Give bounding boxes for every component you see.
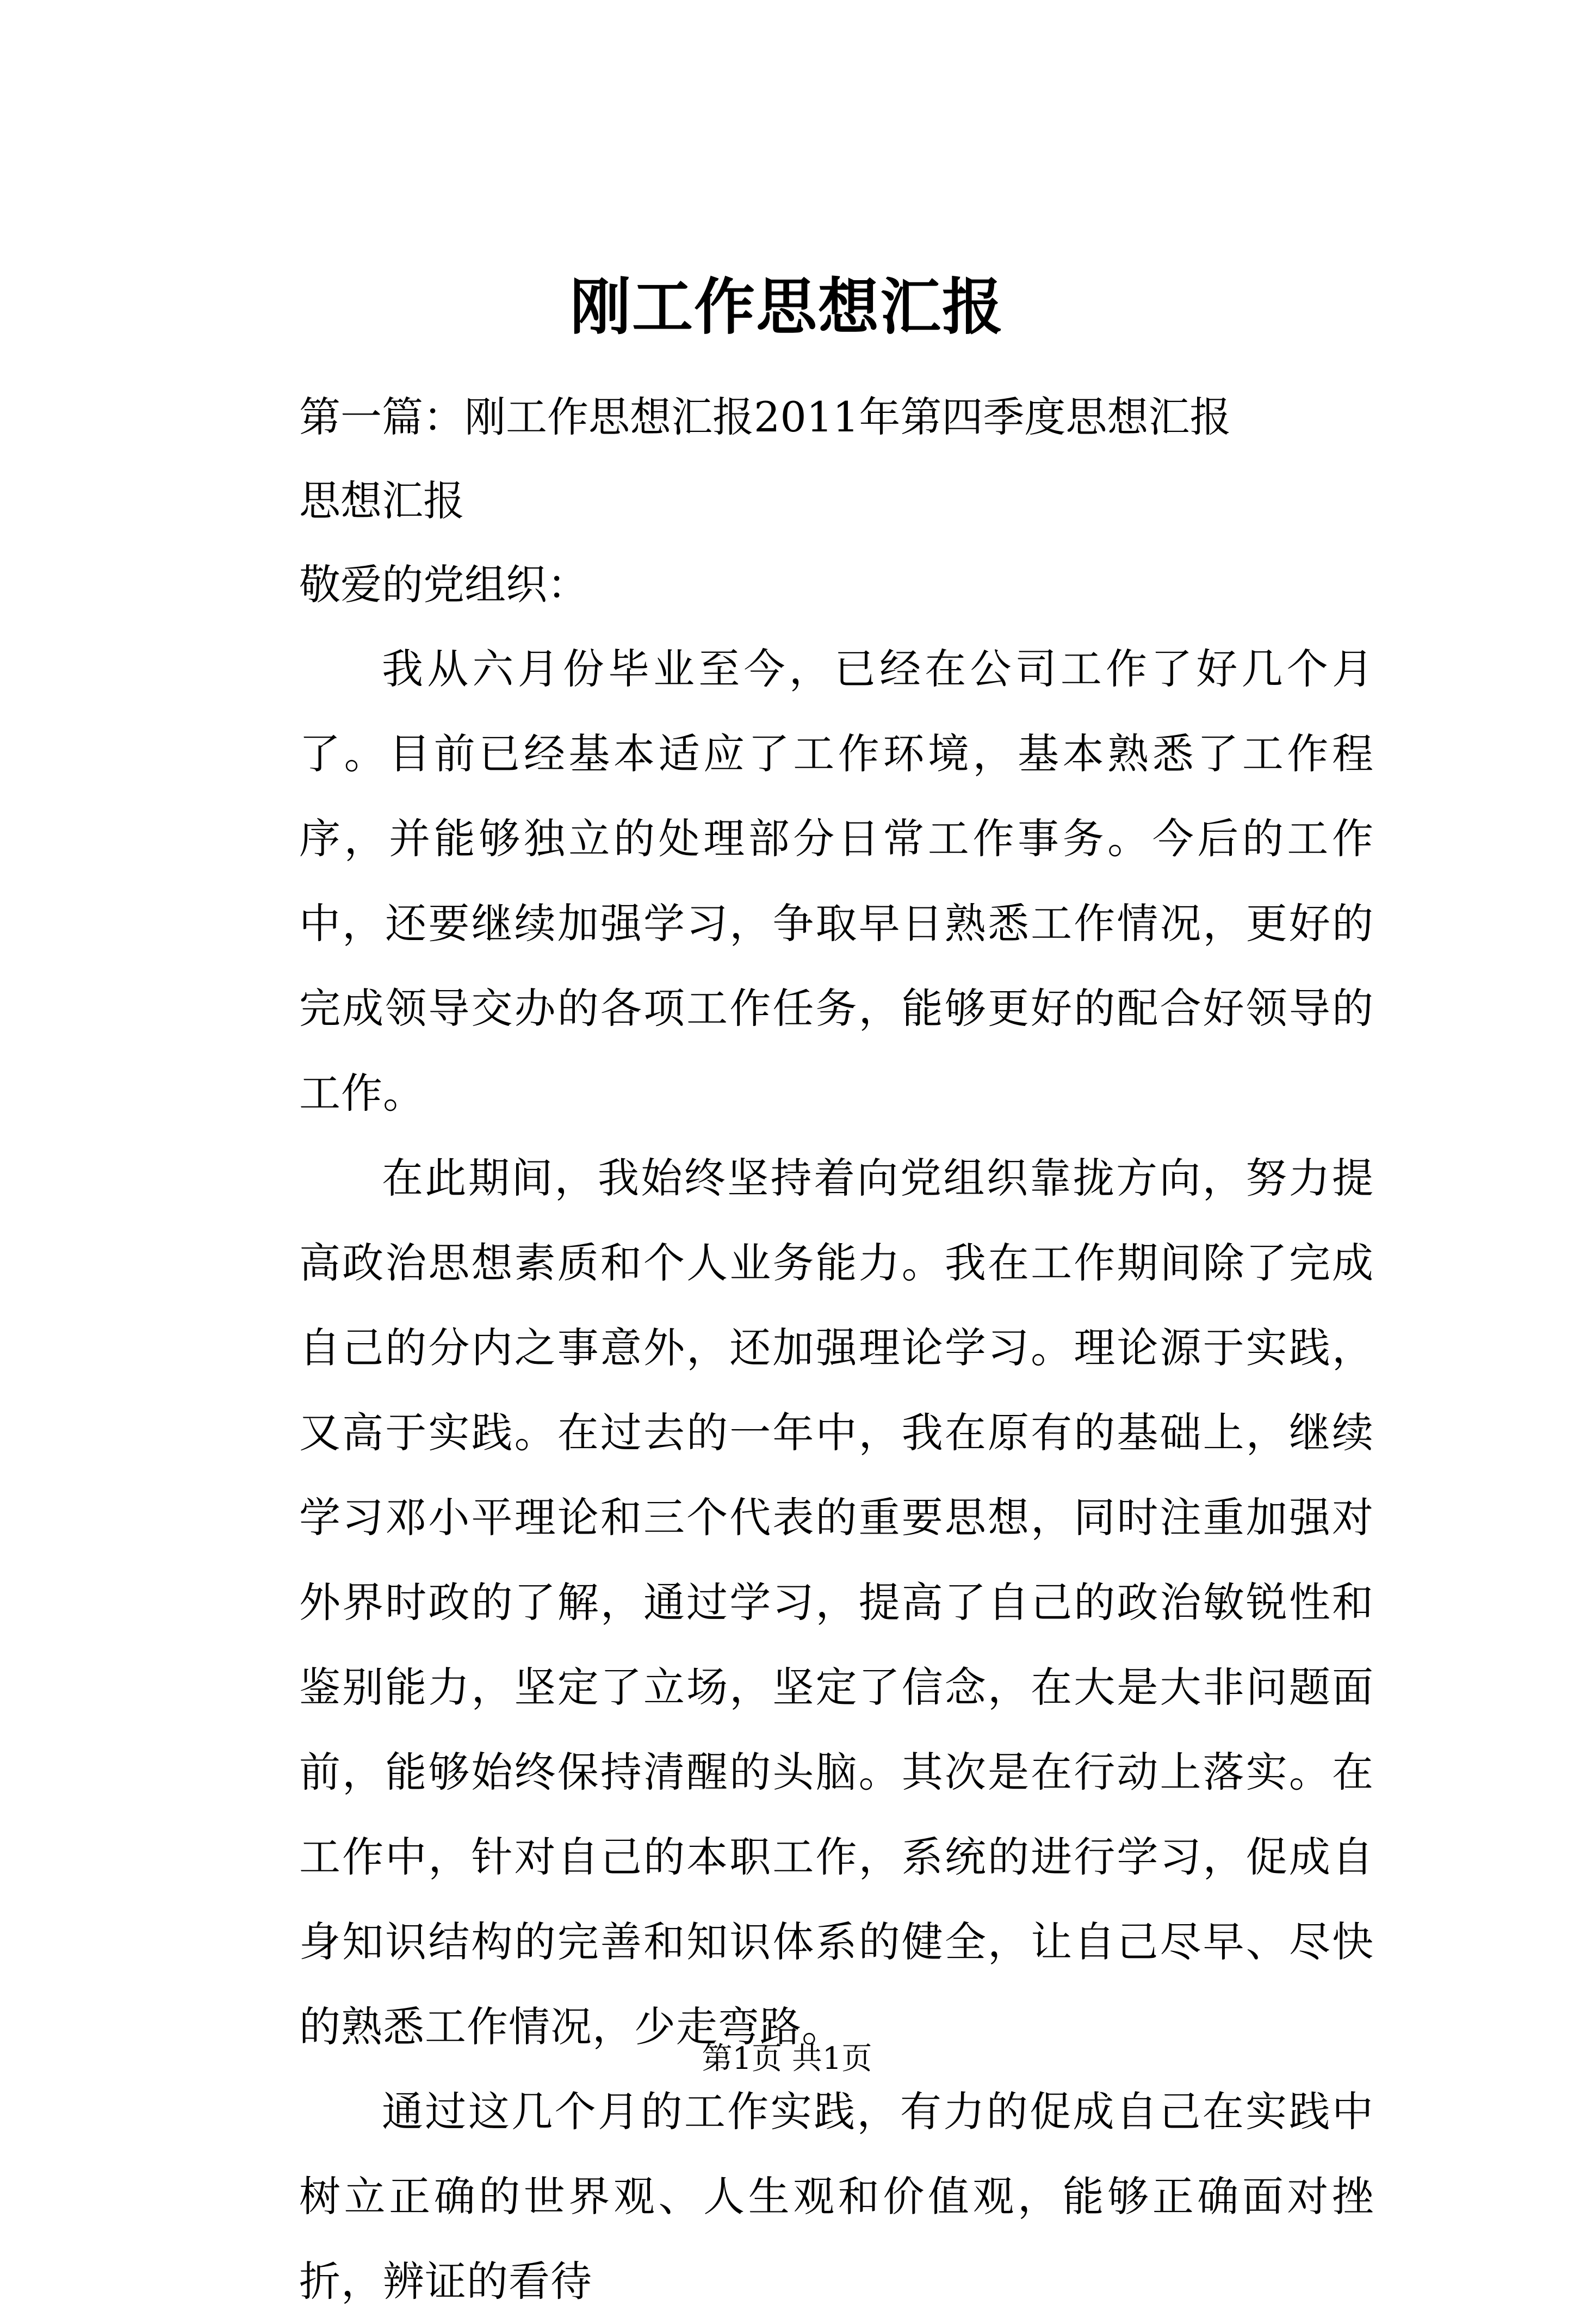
salutation: 敬爱的党组织： (299, 560, 588, 609)
paragraph: 通过这几个月的工作实践，有力的促成自己在实践中树立正确的世界观、人生观和价值观，能够正确面对挫折，辨证的看待 (299, 2087, 1374, 2306)
document-title: 刚工作思想汇报 (570, 271, 1004, 343)
document-body (299, 375, 1374, 2324)
page-footer: 第1页 共1页 (702, 2041, 872, 2076)
section-heading: 第一篇：刚工作思想汇报2011年第四季度思想汇报 (299, 393, 1231, 441)
paragraph: 在此期间，我始终坚持着向党组织靠拢方向，努力提高政治思想素质和个人业务能力。我在工作期间除了完成自己的分内之事意外，还加强理论学习。理论源于实践，又高于实践。在过去的一年中，我在原有的基础上，继续学习邓小平理论和三个代表的重要思想，同时注重加强对外界时政的了解，通过学习，提高了自己的政治敏锐性和鉴别能力，坚定了立场，坚定了信念，在大是大非问题面前，能够始终保持清醒的头脑。其次是在行动上落实。在工作中，针对自己的本职工作，系统的进行学习，促成自身知识结构的完善和知识体系的健全，让自己尽早、尽快的熟悉工作情况，少走弯路。 (299, 1154, 1374, 2051)
report-label: 思想汇报 (299, 477, 464, 525)
paragraph: 我从六月份毕业至今，已经在公司工作了好几个月了。目前已经基本适应了工作环境，基本熟悉了工作程序，并能够独立的处理部分日常工作事务。今后的工作中，还要继续加强学习，争取早日熟悉工作情况，更好的完成领导交办的各项工作任务，能够更好的配合好领导的工作。 (299, 645, 1374, 1117)
